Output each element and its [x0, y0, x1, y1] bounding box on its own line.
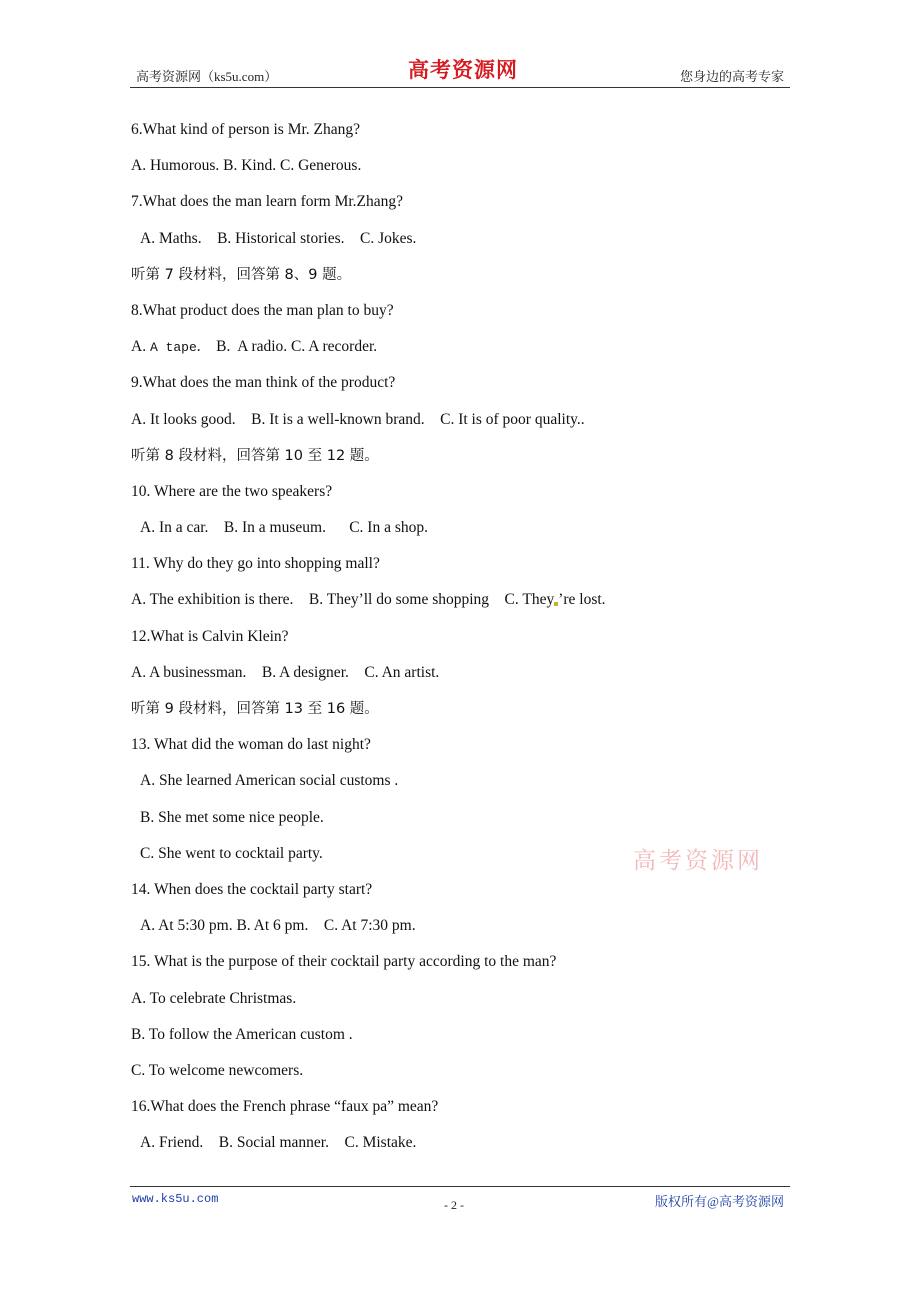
- question-7: 7.What does the man learn form Mr.Zhang?: [131, 193, 404, 211]
- question-7-options: A. Maths. B. Historical stories. C. Jokes.: [140, 229, 417, 247]
- page-number: - 2 -: [444, 1198, 464, 1212]
- q8-option-a-text: A tape: [149, 340, 197, 356]
- question-13-option-a: A. She learned American social customs .: [140, 772, 399, 790]
- question-12: 12.What is Calvin Klein?: [131, 627, 289, 645]
- q11-options-part1: A. The exhibition is there. B. They’ll do some shopping C. They: [131, 591, 555, 609]
- question-15-option-a: A. To celebrate Christmas.: [131, 989, 297, 1007]
- footer-copyright: 版权所有@高考资源网: [655, 1194, 784, 1209]
- question-6: 6.What kind of person is Mr. Zhang?: [131, 121, 361, 138]
- section-8-instruction: 听第 8 段材料，回答第 10 至 12 题。: [131, 447, 379, 464]
- section-7-instruction: 听第 7 段材料，回答第 8、9 题。: [131, 266, 352, 283]
- header-site-name: 高考资源网（ks5u.com）: [136, 69, 278, 84]
- question-15: 15. What is the purpose of their cocktail party according to the man?: [131, 953, 557, 971]
- question-10-options: A. In a car. B. In a museum. C. In a shop.: [140, 519, 428, 537]
- question-9-options: A. It looks good. B. It is a well-known brand. C. It is of poor quality..: [131, 410, 585, 428]
- footer-divider: [130, 1186, 790, 1187]
- question-10: 10. Where are the two speakers?: [131, 482, 333, 500]
- q8-option-rest: . B. A radio. C. A recorder.: [196, 338, 378, 356]
- question-11-options: [131, 588, 791, 624]
- question-11: 11. Why do they go into shopping mall?: [131, 555, 380, 573]
- question-6-options: A. Humorous. B. Kind. C. Generous.: [131, 157, 362, 175]
- header-divider: [130, 87, 790, 88]
- question-8: 8.What product does the man plan to buy?: [131, 301, 394, 319]
- question-15-option-c: C. To welcome newcomers.: [131, 1061, 304, 1079]
- header-slogan: 您身边的高考专家: [679, 69, 784, 84]
- question-13: 13. What did the woman do last night?: [131, 736, 371, 754]
- question-12-options: A. A businessman. B. A designer. C. An artist.: [131, 663, 440, 681]
- page-header: [130, 52, 790, 88]
- document-body: [131, 118, 791, 1167]
- question-8-options: [131, 335, 791, 371]
- question-16-options: A. Friend. B. Social manner. C. Mistake.: [140, 1134, 417, 1152]
- question-15-option-b: B. To follow the American custom .: [131, 1025, 353, 1043]
- q8-option-a-prefix: A.: [131, 338, 150, 356]
- question-16: 16.What does the French phrase “faux pa” mean?: [131, 1098, 439, 1116]
- q11-options-part2: ’re lost.: [558, 591, 606, 609]
- question-9: 9.What does the man think of the product?: [131, 374, 396, 392]
- question-13-option-b: B. She met some nice people.: [140, 808, 324, 826]
- footer-website-link[interactable]: www.ks5u.com: [132, 1192, 219, 1206]
- watermark: 高考资源网: [633, 848, 763, 874]
- question-14-options: A. At 5:30 pm. B. At 6 pm. C. At 7:30 pm.: [140, 917, 416, 935]
- section-9-instruction: 听第 9 段材料，回答第 13 至 16 题。: [131, 701, 379, 717]
- header-logo: 高考资源网: [408, 57, 518, 82]
- page-footer: [130, 1186, 790, 1226]
- question-13-option-c: C. She went to cocktail party.: [140, 844, 323, 862]
- question-14: 14. When does the cocktail party start?: [131, 880, 373, 898]
